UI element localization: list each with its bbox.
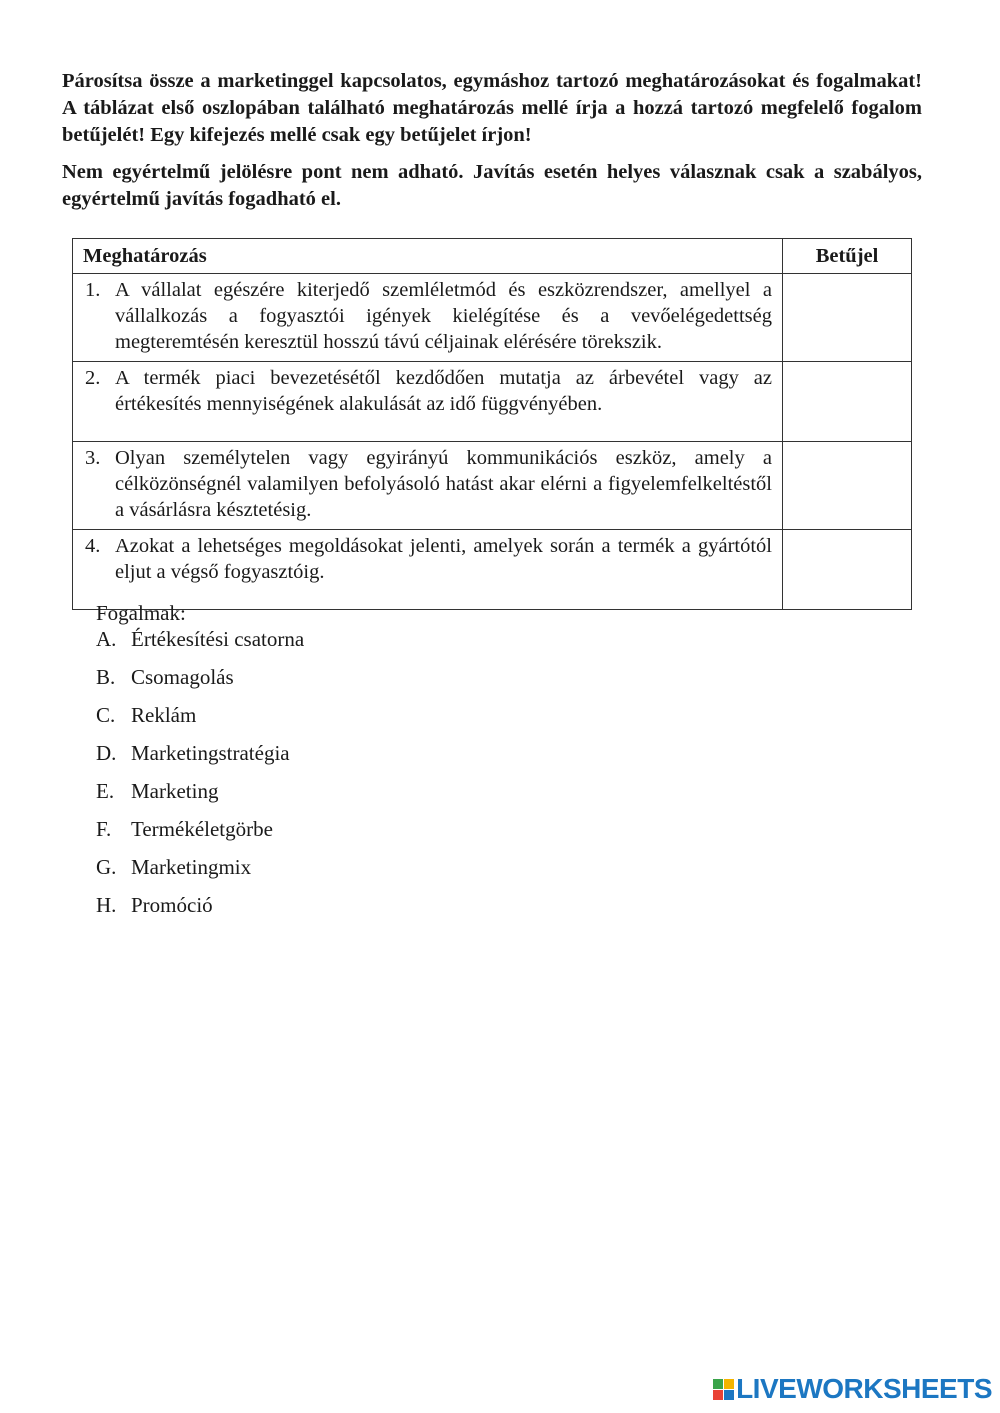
definition-number: 2. bbox=[85, 367, 101, 389]
concept-label: Csomagolás bbox=[131, 665, 234, 689]
definition-text: Azokat a lehetséges megoldásokat jelenti, amelyek során a termék a gyártótól eljut a végső fogyasztóig. bbox=[115, 535, 772, 583]
list-item bbox=[96, 626, 304, 664]
concept-letter: H. bbox=[96, 893, 117, 917]
answer-letter-cell-3[interactable] bbox=[783, 442, 912, 530]
logo-square bbox=[713, 1390, 723, 1400]
table-row bbox=[73, 530, 912, 610]
answer-letter-cell-2[interactable] bbox=[783, 362, 912, 442]
definitions-table bbox=[72, 238, 912, 610]
concept-label: Marketingstratégia bbox=[131, 741, 290, 765]
list-item bbox=[96, 740, 304, 778]
letter-column-header: Betűjel bbox=[783, 239, 912, 274]
definition-number: 3. bbox=[85, 447, 101, 469]
definition-cell bbox=[73, 530, 783, 610]
concepts-list bbox=[96, 600, 304, 930]
concepts-heading: Fogalmak: bbox=[96, 601, 186, 625]
concept-letter: A. bbox=[96, 627, 117, 651]
concept-letter: F. bbox=[96, 817, 112, 841]
definition-cell bbox=[73, 274, 783, 362]
concept-label: Értékesítési csatorna bbox=[131, 627, 305, 651]
liveworksheets-brand[interactable] bbox=[713, 1373, 992, 1405]
logo-square bbox=[724, 1379, 734, 1389]
definition-cell bbox=[73, 362, 783, 442]
table-row bbox=[73, 362, 912, 442]
definition-number: 1. bbox=[85, 279, 101, 301]
logo-square bbox=[713, 1379, 723, 1389]
concept-label: Termékéletgörbe bbox=[131, 817, 273, 841]
table-row bbox=[73, 442, 912, 530]
concept-label: Marketingmix bbox=[131, 855, 252, 879]
list-item bbox=[96, 664, 304, 702]
liveworksheets-logo-icon bbox=[713, 1379, 734, 1400]
list-item bbox=[96, 892, 304, 930]
instructions bbox=[62, 68, 922, 223]
list-item bbox=[96, 702, 304, 740]
concept-letter: C. bbox=[96, 703, 116, 727]
concept-letter: D. bbox=[96, 741, 117, 765]
concept-label: Marketing bbox=[131, 779, 219, 803]
concept-letter: G. bbox=[96, 855, 117, 879]
definition-text: Olyan személytelen vagy egyirányú kommunikációs eszköz, amely a célközönségnél valamilyen befolyásoló hatást akar elérni a figyelemfelkeltéstől a vásárlásra késztetésig. bbox=[115, 447, 772, 521]
concept-label: Reklám bbox=[131, 703, 197, 727]
list-item bbox=[96, 816, 304, 854]
concept-label: Promóció bbox=[131, 893, 213, 917]
table-header-row bbox=[73, 239, 912, 274]
list-item bbox=[96, 854, 304, 892]
definition-text: A termék piaci bevezetésétől kezdődően mutatja az árbevétel vagy az értékesítés mennyiségének alakulását az idő függvényében. bbox=[115, 367, 772, 415]
answer-letter-cell-4[interactable] bbox=[783, 530, 912, 610]
concept-letter: E. bbox=[96, 779, 115, 803]
definition-cell bbox=[73, 442, 783, 530]
logo-square bbox=[724, 1390, 734, 1400]
brand-name: LIVEWORKSHEETS bbox=[736, 1373, 992, 1404]
answer-letter-cell-1[interactable] bbox=[783, 274, 912, 362]
instructions-paragraph-1: Párosítsa össze a marketinggel kapcsolatos, egymáshoz tartozó meghatározásokat és fogalmakat! A táblázat első oszlopában található meghatározás mellé írja a hozzá tartozó megfelelő fogalom betűjelét! Egy kifejezés mellé csak egy betűjelet írjon! bbox=[62, 70, 922, 146]
definition-text: A vállalat egészére kiterjedő szemléletmód és eszközrendszer, amellyel a vállalkozás a fogyasztói igények kielégítése és a vevőelégedettség megteremtésén keresztül hosszú távú céljainak elérésére törekszik. bbox=[115, 279, 772, 353]
table-row bbox=[73, 274, 912, 362]
concept-letter: B. bbox=[96, 665, 116, 689]
definition-number: 4. bbox=[85, 535, 101, 557]
instructions-paragraph-2: Nem egyértelmű jelölésre pont nem adható. Javítás esetén helyes válasznak csak a szabályos, egyértelmű javítás fogadható el. bbox=[62, 161, 922, 210]
list-item bbox=[96, 778, 304, 816]
definition-column-header: Meghatározás bbox=[73, 239, 783, 274]
